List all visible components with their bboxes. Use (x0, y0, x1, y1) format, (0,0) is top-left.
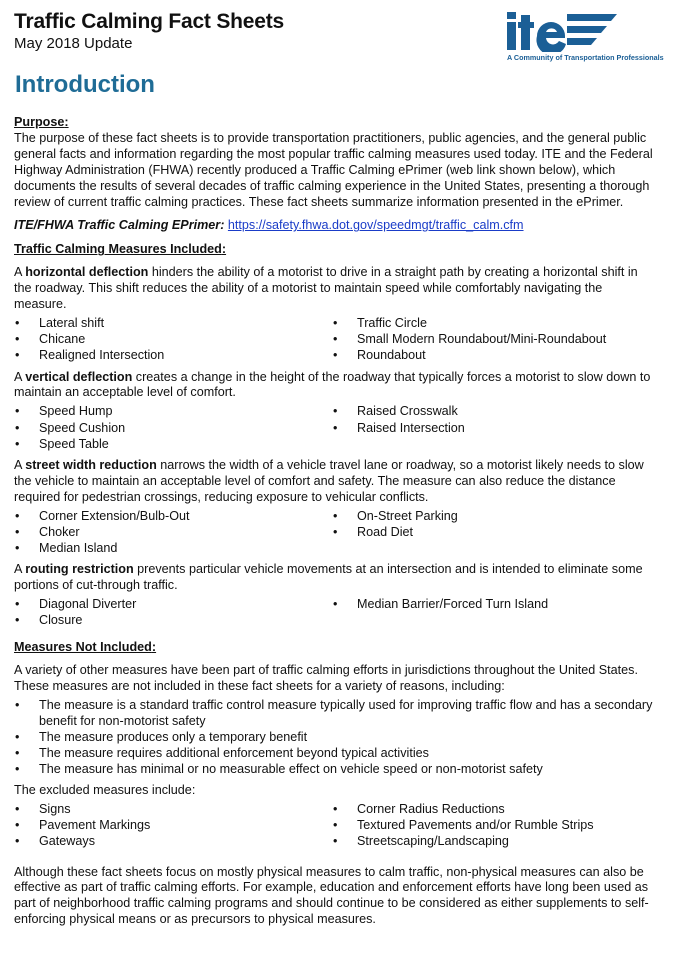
measure-list (14, 315, 654, 364)
list-item: • Road Diet (332, 524, 650, 540)
list-item: • Median Barrier/Forced Turn Island (332, 596, 650, 612)
list-item: • Choker (14, 524, 332, 540)
group-description: A horizontal deflection hinders the ability of a motorist to drive in a straight path by creating a horizontal shift in the roadway. This shift reduces the ability of a motorist to maintain speed while comfortably navigating the measure. (14, 265, 638, 312)
list-item: • The measure has minimal or no measurable effect on vehicle speed or non-motorist safety (14, 761, 654, 777)
eprimer-label: ITE/FHWA Traffic Calming EPrimer: (14, 218, 225, 233)
list-item: • Traffic Circle (332, 315, 650, 331)
excluded-list (14, 801, 654, 850)
group-description: A street width reduction narrows the width of a vehicle travel lane or roadway, so a motorist likely needs to slow the vehicle to maintain an acceptable level of comfort and safety. The measure can also reduce the distance required for pedestrian crossings, reducing exposure to vehicular conflicts. (14, 457, 644, 504)
list-item: • Streetscaping/Landscaping (332, 833, 650, 849)
list-item: • Closure (14, 612, 332, 628)
eprimer-reference (14, 218, 654, 234)
closing-paragraph: Although these fact sheets focus on mostly physical measures to calm traffic, non-physical measures can also be effective as part of traffic calming efforts. For example, education and enforcement efforts have long been used as part of neighborhood traffic calming programs and should continue to be considered as either supplements to self-enforcing physical means or as precursors to physical measures. (14, 864, 649, 927)
list-item: • Lateral shift (14, 315, 332, 331)
list-item: • Raised Intersection (332, 420, 650, 436)
group-description: A vertical deflection creates a change in the height of the roadway that typically forces a motorist to slow down to maintain an acceptable level of comfort. (14, 369, 651, 400)
group-routing-restriction (14, 562, 654, 628)
group-street-width-reduction (14, 458, 654, 556)
group-vertical-deflection (14, 370, 654, 452)
excluded-intro: The excluded measures include: (14, 783, 196, 798)
list-item: • Raised Crosswalk (332, 403, 650, 419)
list-item: • Gateways (14, 833, 332, 849)
list-item: • Pavement Markings (14, 817, 332, 833)
group-description: A routing restriction prevents particular vehicle movements at an intersection and is intended to eliminate some portions of cut-through traffic. (14, 562, 643, 593)
group-horizontal-deflection (14, 265, 654, 363)
list-item: • Corner Radius Reductions (332, 801, 650, 817)
list-item: • Realigned Intersection (14, 347, 332, 363)
list-item: • Corner Extension/Bulb-Out (14, 508, 332, 524)
list-item: • Speed Cushion (14, 420, 332, 436)
measure-list (14, 596, 654, 628)
document-title: Traffic Calming Fact Sheets (14, 10, 285, 33)
purpose-heading: Purpose: (14, 115, 69, 129)
list-item: • The measure produces only a temporary benefit (14, 729, 654, 745)
not-included-heading: Measures Not Included: (14, 640, 157, 655)
introduction-heading: Introduction (15, 71, 155, 98)
eprimer-link[interactable]: https://safety.fhwa.dot.gov/speedmgt/traffic_calm.cfm (227, 218, 524, 233)
list-item: • Textured Pavements and/or Rumble Strips (332, 817, 650, 833)
list-item: • On-Street Parking (332, 508, 650, 524)
list-item: • Speed Hump (14, 403, 332, 419)
list-item: • Roundabout (332, 347, 650, 363)
list-item: • Small Modern Roundabout/Mini-Roundabout (332, 331, 650, 347)
list-item: • The measure requires additional enforcement beyond typical activities (14, 745, 654, 761)
measure-list (14, 403, 654, 452)
list-item: • Speed Table (14, 436, 332, 452)
purpose-paragraph: The purpose of these fact sheets is to provide transportation practitioners, public agencies, and the general public general facts and information regarding the most popular traffic calming measures used today. ITE and the Federal Highway Administration (FHWA) recently produced a Traffic Calming ePrimer (web link shown below), which documents the results of several decades of traffic calming experience in the United States, presenting a thorough review of current traffic calming practices. These fact sheets summarize information presented in the ePrimer. (14, 130, 653, 209)
list-item: • Signs (14, 801, 332, 817)
list-item: • Chicane (14, 331, 332, 347)
included-heading: Traffic Calming Measures Included: (14, 242, 227, 257)
not-included-intro: A variety of other measures have been part of traffic calming efforts in jurisdictions throughout the United States. These measures are not included in these fact sheets for a variety of reasons, including: (14, 663, 638, 694)
document-subtitle: May 2018 Update (14, 35, 133, 52)
list-item: • The measure is a standard traffic control measure typically used for improving traffic flow and has a secondary benefit for non-motorist safety (14, 697, 654, 729)
reasons-list (14, 697, 654, 777)
fact-sheet-page (14, 10, 654, 928)
list-item: • Median Island (14, 540, 332, 556)
logo-tagline: A Community of Transportation Professionals (507, 53, 664, 62)
measure-list (14, 508, 654, 557)
list-item: • Diagonal Diverter (14, 596, 332, 612)
